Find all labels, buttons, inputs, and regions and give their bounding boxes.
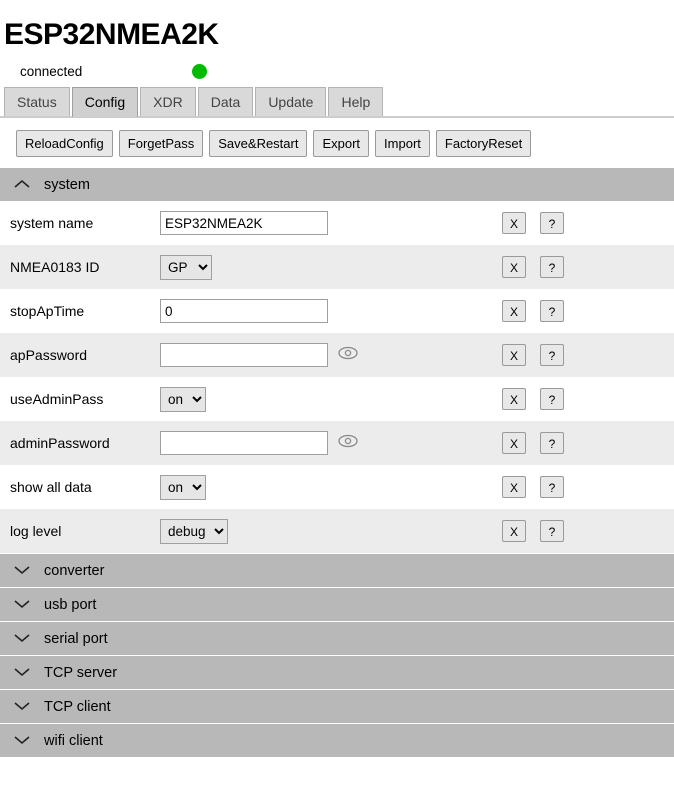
useadminpass-select[interactable] [160,387,206,412]
system-name-input[interactable] [160,211,328,235]
help-button[interactable]: ? [540,520,564,542]
config-row-label: show all data [10,479,92,496]
section-header-converter[interactable] [0,553,674,587]
appassword-input[interactable] [160,343,328,367]
tab-label: XDR [153,94,183,110]
config-toolbar [0,118,674,167]
config-row-label: adminPassword [10,435,110,452]
config-row [0,377,674,421]
reset-value-button[interactable]: X [502,300,526,322]
config-row [0,333,674,377]
config-row-actions [502,432,564,454]
nmea0183-id-select[interactable] [160,255,212,280]
section-header-tcp-server[interactable] [0,655,674,689]
config-sections [0,167,674,757]
export-button[interactable] [313,130,369,157]
config-row-label: useAdminPass [10,391,104,408]
tab-label: Help [341,94,371,110]
config-row [0,421,674,465]
config-row-label: apPassword [10,347,88,364]
forgetpass-button[interactable] [119,130,203,157]
chevron-down-icon [0,597,44,612]
config-row-label: system name [10,215,94,232]
reset-value-button[interactable]: X [502,212,526,234]
config-row-control [160,431,674,455]
config-row-control [160,343,674,367]
connection-status-label: connected [20,63,83,79]
config-row [0,509,674,553]
section-header-tcp-client[interactable] [0,689,674,723]
section-label: serial port [44,630,108,647]
button-label: Import [384,136,421,152]
tab-status[interactable] [4,87,70,116]
help-button[interactable]: ? [540,476,564,498]
config-row-actions [502,388,564,410]
page-title: ESP32NMEA2K [4,18,219,51]
help-button[interactable]: ? [540,432,564,454]
tab-update[interactable] [255,87,326,116]
button-label: ReloadConfig [25,136,104,152]
chevron-down-icon [0,631,44,646]
page-root [0,18,674,757]
config-row-actions [502,476,564,498]
tab-config[interactable] [72,87,138,117]
chevron-down-icon [0,733,44,748]
config-row-control [160,255,674,280]
factoryreset-button[interactable] [436,130,531,157]
section-header-serial-port[interactable] [0,621,674,655]
section-header-wifi-client[interactable] [0,723,674,757]
help-button[interactable]: ? [540,344,564,366]
config-row-control [160,519,674,544]
chevron-down-icon [0,699,44,714]
config-row-actions [502,300,564,322]
save-restart-button[interactable] [209,130,307,157]
config-row-control [160,387,674,412]
button-label: Export [322,136,361,152]
config-row [0,201,674,245]
tab-label: Data [210,94,241,110]
help-button[interactable]: ? [540,256,564,278]
show-password-eye-icon[interactable] [338,434,356,452]
config-row-label: log level [10,523,62,540]
help-button[interactable]: ? [540,388,564,410]
connection-status [20,62,674,80]
chevron-up-icon [0,177,44,192]
section-label: TCP server [44,664,118,681]
help-button[interactable]: ? [540,212,564,234]
reset-value-button[interactable]: X [502,432,526,454]
config-row-actions [502,256,564,278]
section-label: system [44,176,90,193]
config-row-actions [502,344,564,366]
config-row-actions [502,520,564,542]
show-password-eye-icon[interactable] [338,346,356,364]
tab-label: Config [84,94,126,110]
reset-value-button[interactable]: X [502,388,526,410]
reset-value-button[interactable]: X [502,476,526,498]
tab-data[interactable] [198,87,254,116]
connection-status-led [192,64,207,79]
tab-label: Update [268,94,314,110]
show-all-data-select[interactable] [160,475,206,500]
help-button[interactable]: ? [540,300,564,322]
button-label: ForgetPass [127,136,195,152]
config-row-label: NMEA0183 ID [10,259,100,276]
chevron-down-icon [0,665,44,680]
section-header-system[interactable] [0,167,674,201]
chevron-down-icon [0,563,44,578]
section-label: TCP client [44,698,111,715]
button-label: Save&Restart [218,136,299,152]
reset-value-button[interactable]: X [502,256,526,278]
stopaptime-input[interactable] [160,299,328,323]
reset-value-button[interactable]: X [502,344,526,366]
section-label: usb port [44,596,97,613]
config-row-control [160,211,674,235]
config-row-control [160,475,674,500]
config-row-label: stopApTime [10,303,85,320]
config-row-control [160,299,674,323]
tab-xdr[interactable] [140,87,196,116]
section-label: converter [44,562,105,579]
reset-value-button[interactable]: X [502,520,526,542]
log-level-select[interactable] [160,519,228,544]
config-row-actions [502,212,564,234]
config-row [0,289,674,333]
button-label: FactoryReset [444,136,523,152]
adminpassword-input[interactable] [160,431,328,455]
reloadconfig-button[interactable] [16,130,113,157]
import-button[interactable] [375,130,430,157]
tab-help[interactable] [328,87,383,116]
section-label: wifi client [44,732,103,749]
config-row [0,465,674,509]
tab-bar [0,86,674,118]
tab-label: Status [17,94,57,110]
section-header-usb-port[interactable] [0,587,674,621]
config-row [0,245,674,289]
